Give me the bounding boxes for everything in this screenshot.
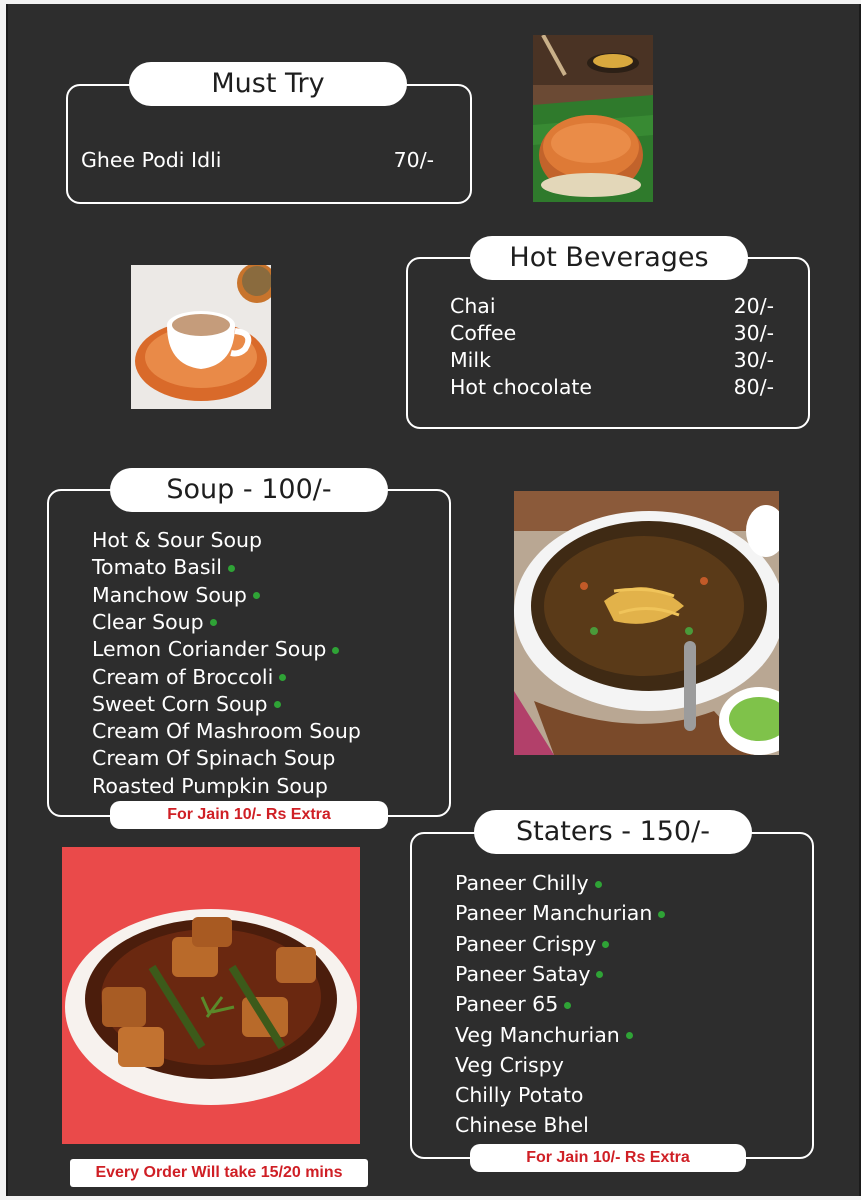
veg-dot-icon [602,941,609,948]
starters-title: Staters - 150/- [474,810,752,854]
soup-item [92,555,235,579]
starters-item [455,1053,564,1077]
veg-dot-icon [595,881,602,888]
starters-jain-note: For Jain 10/- Rs Extra [470,1144,746,1172]
beverage-name-hot-chocolate: Hot chocolate [450,375,593,399]
starters-item [455,1023,633,1047]
veg-dot-icon [658,911,665,918]
beverage-name-chai: Chai [450,294,496,318]
soup-jain-note: For Jain 10/- Rs Extra [110,801,388,829]
soup-bowl-image [514,491,779,755]
chai-photo [131,265,271,409]
beverage-price-coffee: 30/- [733,321,774,345]
soup-item [92,719,361,743]
starters-item-name: Paneer Chilly [455,871,589,895]
soup-item [92,610,217,634]
order-time-note: Every Order Will take 15/20 mins [70,1159,368,1187]
soup-item-name: Cream Of Mashroom Soup [92,719,361,744]
soup-item-name: Sweet Corn Soup [92,691,268,716]
menu-page [6,4,861,1196]
soup-item-name: Roasted Pumpkin Soup [92,773,328,798]
soup-item [92,637,339,661]
ghee-podi-idli-photo [533,35,653,202]
paneer-chilly-photo [62,847,360,1144]
must-try-item-price: 70/- [393,148,434,172]
veg-dot-icon [274,701,281,708]
beverage-name-coffee: Coffee [450,321,517,345]
beverage-price-chai: 20/- [733,294,774,318]
beverage-price-hot-chocolate: 80/- [733,375,774,399]
soup-item-name: Manchow Soup [92,582,247,607]
veg-dot-icon [332,647,339,654]
hot-beverages-title: Hot Beverages [470,236,748,280]
soup-item-name: Clear Soup [92,609,204,634]
veg-dot-icon [279,674,286,681]
starters-item-name: Paneer Crispy [455,931,597,956]
soup-item [92,746,335,770]
paneer-dish-image [62,847,360,1144]
starters-item-name: Veg Manchurian [455,1022,620,1047]
veg-dot-icon [626,1032,633,1039]
tea-cup-image [131,265,271,409]
starters-item [455,992,571,1016]
veg-dot-icon [253,592,260,599]
beverage-price-milk: 30/- [733,348,774,372]
starters-item-name: Paneer Satay [455,961,591,986]
soup-item-name: Cream Of Spinach Soup [92,746,336,771]
idli-image [533,35,653,202]
soup-item-name: Hot & Sour Soup [92,528,263,552]
soup-item [92,692,281,716]
soup-title: Soup - 100/- [110,468,388,512]
veg-dot-icon [228,565,235,572]
starters-item-name: Paneer 65 [455,992,559,1017]
starters-item [455,1083,583,1107]
starters-item-name: Chinese Bhel [455,1113,589,1138]
starters-item [455,932,609,956]
starters-item-name: Chilly Potato [455,1083,584,1108]
soup-item-name: Lemon Coriander Soup [92,637,327,662]
starters-item [455,1113,589,1137]
soup-item [92,583,260,607]
starters-item-name: Veg Crispy [455,1052,564,1077]
soup-item-name: Tomato Basil [92,555,222,580]
soup-photo [514,491,779,755]
soup-item [92,665,286,689]
veg-dot-icon [596,971,603,978]
starters-item [455,871,602,895]
beverage-name-milk: Milk [450,348,491,372]
veg-dot-icon [210,619,217,626]
must-try-title: Must Try [129,62,407,106]
starters-item-name: Paneer Manchurian [455,901,653,926]
soup-item-name: Cream of Broccoli [92,664,274,689]
soup-item [92,528,262,552]
starters-item [455,962,603,986]
must-try-item-name: Ghee Podi Idli [81,148,222,172]
veg-dot-icon [564,1002,571,1009]
soup-item [92,774,328,798]
starters-item [455,901,665,925]
